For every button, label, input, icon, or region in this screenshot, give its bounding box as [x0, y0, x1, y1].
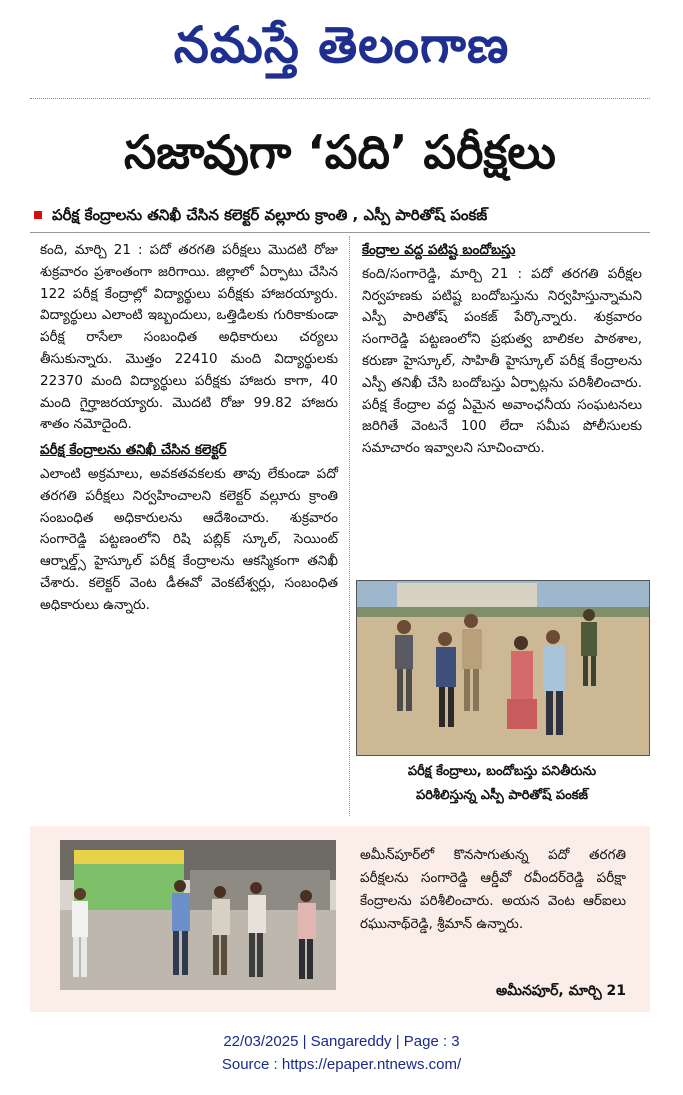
left-paragraph-2: ఎలాంటి అక్రమాలు, అవకతవకలకు తావు లేకుండా పదో తరగతి పరీక్షలు నిర్వహించాలని కలెక్టర్ వల్లూరు క్రాంతి సంబంధిత అధికారులను ఆదేశించారు. శుక్రవారం సంగారెడ్డి పట్టణంలోని రిషి పబ్లిక్ స్కూల్, సెయింట్ ఆర్నాల్డ్స్ హైస్కూల్ పరీక్ష కేంద్రాలను ఆకస్మికంగా తనిఖీ చేశారు. కలెక్టర్ వెంట డీఈవో వెంకటేశ్వర్లు, సంబంధిత అధికారులు ఉన్నారు. — [40, 465, 338, 613]
right-column — [362, 240, 642, 460]
subheadline — [30, 202, 650, 228]
headline: సజావుగా ‘పది’ పరీక్షలు — [124, 125, 556, 179]
left-section-heading: పరీక్ష కేంద్రాలను తనిఖీ చేసిన కలెక్టర్ — [40, 442, 227, 459]
footer-date-page: 22/03/2025 | Sangareddy | Page : 3 — [223, 1033, 460, 1050]
amenpur-dateline: అమీనపూర్, మార్చి 21 — [495, 983, 626, 999]
photo-caption-line-1: పరీక్ష కేంద్రాలు, బందోబస్తు పనితీరును — [407, 764, 597, 779]
photo-caption — [356, 760, 648, 808]
column-divider — [349, 236, 350, 816]
section-divider — [30, 232, 650, 233]
left-paragraph-1: కంది, మార్చి 21 : పదో తరగతి పరీక్షలు మొదటి రోజు శుక్రవారం ప్రశాంతంగా జరిగాయి. జిల్లాలో ఏర్పాటు చేసిన 122 పరీక్ష కేంద్రాల్లో విద్యార్థులు పరీక్షకు హాజరయ్యారు. విద్యార్థులు ఎలాంటి ఇబ్బందులు, ఒత్తిడిలకు గురికాకుండా పరీక్ష రాసేలా సంబంధిత అధికారులు చర్యలు తీసుకున్నారు. మొత్తం 22410 మంది విద్యార్థులకు 22370 మంది విద్యార్థులు పరీక్షకు హాజరు కాగా, 40 మంది గైర్హాజరయ్యారు. మొదటి రోజు 99.82 హాజరు శాతం నమోదైంది. — [40, 242, 338, 433]
left-column — [40, 240, 338, 617]
masthead-title: నమస్తే తెలంగాణ — [173, 15, 510, 74]
amenpur-news-box — [30, 826, 650, 1012]
officials-photo-illustration — [357, 581, 649, 755]
footer — [0, 1030, 683, 1076]
bullet-icon — [34, 211, 42, 219]
photo-caption-line-2: పరిశీలిస్తున్న ఎస్పీ పారితోష్ పంకజ్ — [415, 788, 589, 803]
officials-inspection-photo — [356, 580, 650, 756]
school-photo-illustration — [60, 840, 336, 990]
school-inspection-photo — [60, 840, 336, 990]
amenpur-news-text: అమీన్‌పూర్‌లో కొనసాగుతున్న పదో తరగతి పరీక్షలను సంగారెడ్డి ఆర్డీవో రవీందర్‌రెడ్డి పరీక్షా కేంద్రాలను పరిశీలించారు. అయన వెంట ఆర్ఐలు రఘునాథ్‌రెడ్డి, శ్రీమాన్ ఉన్నారు. — [360, 847, 626, 932]
masthead — [0, 6, 683, 84]
right-paragraph-1: కంది/సంగారెడ్డి, మార్చి 21 : పదో తరగతి పరీక్షల నిర్వహణకు పటిష్ట బందోబస్తును నిర్వహిస్తున్నామని ఎస్పీ పారితోష్ పంకజ్ పేర్కొన్నారు. శుక్రవారం సంగారెడ్డి పట్టణంలోని ప్రభుత్వ బాలికల పాఠశాల, కరుణా హైస్కూల్, సాహితీ హైస్కూల్ పరీక్ష కేంద్రాలను ఎస్పీ తనిఖీ చేసి బందోబస్తు ఏర్పాట్లను పరిశీలించారు. పరీక్ష కేంద్రాల వద్ద ఏమైన అవాంఛనీయ సంఘటనలు జరిగితే వెంటనే 100 లేదా సమీప పోలీసులకు సమాచారం ఇవ్వాలని సూచించారు. — [362, 265, 642, 457]
masthead-divider — [30, 98, 650, 105]
subheadline-text: పరీక్ష కేంద్రాలను తనిఖీ చేసిన కలెక్టర్ వల్లూరు క్రాంతి , ఎస్పీ పారితోష్ పంకజ్ — [52, 206, 488, 224]
right-section-heading: కేంద్రాల వద్ద పటిష్ట బందోబస్తు — [362, 242, 516, 258]
footer-source: Source : https://epaper.ntnews.com/ — [221, 1056, 462, 1073]
